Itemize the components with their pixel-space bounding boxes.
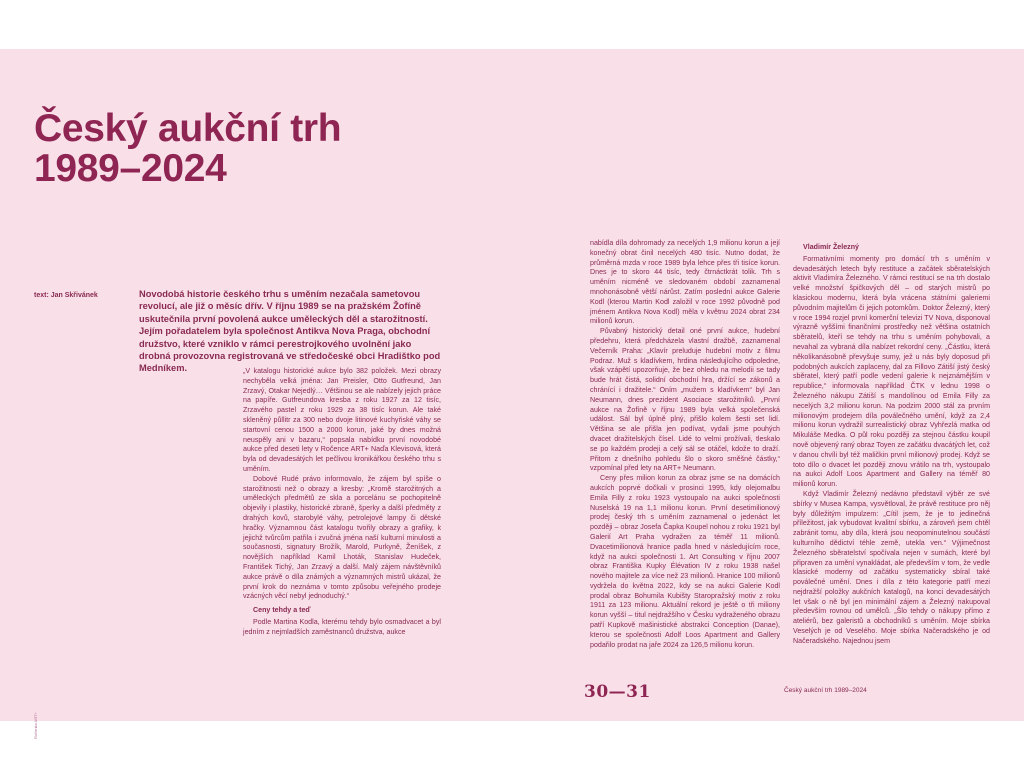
paragraph: Ceny přes milion korun za obraz jsme se na domácích aukcích poprvé dočkali v prosinci 1995, kdy olejomalbu Emila Filly z roku 1923 vystoupalo na aukci společnosti Nuselská 19 na 1,1 milionu korun. První desetimilionový prodej český trh s uměním zaznamenal o jedenáct let později – obraz Josefa Čapka Koupel nohou z roku 1921 byl Galerií Art Praha vydražen za téměř 11 milionů. Dvacetimilionová hranice padla hned v následujícím roce, když na aukci společnosti 1. Art Consulting v říjnu 2007 obraz Františka Kupky Élévation IV z roku 1938 našel nového majitele za více než 23 milionů. Hranice 100 milionů vydržela do května 2022, kdy se na aukci Galerie Kodl prodal obraz Bohumila Kubišty Staropražský motiv z roku 1911 za 123 milionu. Aktuální rekord je ještě o tři miliony korun vyšší – titul nejdražšího v Česku vydraženého obrazu patří Kupkově mašinistické abstrakci Conception (Danae), kterou se společnosti Adolf Loos Apartment and Gallery podařilo prodat na jaře 2024 za 126,5 milionu korun.	[590, 474, 780, 649]
paragraph: Podle Martina Kodla, kterému tehdy bylo osmadvacet a byl jedním z nejmladších zaměstnanců družstva, aukce	[243, 617, 441, 636]
title-line-2: 1989–2024	[34, 147, 227, 190]
side-credit: Ročenka ART+	[33, 712, 38, 739]
paragraph: Dobové Rudé právo informovalo, že zájem byl spíše o starožitnosti než o obrazy a kresby: „Kromě starožitných a uměleckých předmětů ze skla a porcelánu se pochopitelně objevily i plastiky, historické zbraně, šperky a další předměty z drahých kovů, starobylé váhy, petrolejové lampy či dětské hračky. Významnou část katalogu tvořily obrazy a grafiky, k jejichž tvůrcům patřila i zvučná jména naší kulturní minulosti a současnosti, signatury Brožík, Marold, Purkyně, Ženíšek, z novějších například Kamil Lhoták, Stanislav Hudeček, František Tichý, Jan Zrzavý a další. Malý zájem návštěvníků aukce právě o díla známých a významných mistrů ukázal, že první krok do neznáma v tomto způsobu veřejného prodeje vzácných věcí nebyl jednoduchý.“	[243, 474, 441, 601]
title-line-1: Český aukční trh	[34, 107, 342, 150]
byline: text: Jan Skřivánek	[34, 292, 98, 299]
running-title: Český aukční trh 1989–2024	[784, 687, 867, 694]
section-heading: Ceny tehdy a teď	[253, 606, 311, 615]
paragraph: Formativními momenty pro domácí trh s uměním v devadesátých letech byly restituce a začátek sběratelských aktivit Vladimíra Železného. V rámci restitucí se na trh dostalo velké množství špičkových děl – od starých mistrů po klasickou modernu, která byla vrácena státními galeriemi původním majitelům či jejich potomkům. Doktor Železný, který v roce 1994 rozjel první komerční televizi TV Nova, disponoval výrazně vyššími finančními prostředky než většina ostatních sběratelů, kteří se tehdy na trhu s uměním pohybovali, a nevahal za vybraná díla nabízet rekordní ceny. „Částku, která několikanásobně převyšuje sumy, jež u nás byly doposud při podobných aukcích zaplaceny, dal za Fillovo Zátiší jistý český sběratel, který patří podle vedení galerie k nejznámějším v republice,“ informovala například ČTK v lednu 1998 o Železného nákupu Zátiší s mandolínou od Emila Filly za necelých 3,2 milionu korun. Na podzim 2000 stál za prvním milionovým prodejem díla poválečného umění, když za 2,4 milionu korun vydražil surrealistický obraz Vyhřezlá matka od Mikuláše Medka. O půl roku později za stejnou částku koupil nově objevený raný obraz Toyen ze začátku dvacátých let, což v danou chvíli byl též maličkin první milionový prodej. Když se toto dílo o dvacet let později znovu vrátilo na trh, vystoupalo na aukci Adolf Loos Apartment and Gallery na téměř 80 milionů korun.	[793, 254, 990, 489]
paragraph: „V katalogu historické aukce bylo 382 položek. Mezi obrazy nechyběla velká jména: Jan Preisler, Otto Gutfreund, Jan Zrzavý, Otakar Nejedlý… Většinou se ale nabízely jejich práce na papíře. Gutfreundova kresba z roku 1927 za 12 tisíc, Zrzavého pastel z roku 1929 za 38 tisíc korun. Ale také skleněný půllitr za 300 nebo dvoje litinové kuchyňské váhy se startovní cenou 1500 a 2000 korun, jaké by dnes možná neuspěly ani v bazaru,“ popsala nabídku první novodobé aukce před deseti lety v Ročence ART+ Naďa Klevisová, která byla od devadesátých let pečlivou kronikářkou českého trhu s uměním.	[243, 367, 441, 473]
text-column-3	[793, 239, 990, 647]
text-column-2	[590, 239, 780, 650]
text-column-1	[243, 367, 441, 638]
paragraph: nabídla díla dohromady za necelých 1,9 milionu korun a její konečný obrat činil necelých 480 tisíc. Nutno dodat, že průměrná mzda v roce 1989 byla lehce přes tři tisíce korun. Dnes je to skoro 44 tisíc, tedy čtrnáctkrát tolik. Trh s uměním nicméně ve sledovaném období zaznamenal mnohonásobně větší nárůst. Zatím poslední aukce Galerie Kodl (kterou Martin Kodl založil v roce 1992 původně pod jménem Antikva Nova Kodl) měla v květnu 2024 obrat 234 milionů korun.	[590, 239, 780, 326]
paragraph: Když Vladimír Železný nedávno představil výběr ze své sbírky v Musea Kampa, vysvětloval, že právě restituce pro něj byly důležitým impulzem: „Cítil jsem, že je to jedinečná příležitost, jak vybudovat kvalitní sbírku, a zároveň jsem chtěl zabránit tomu, aby díla, která jsou neopominutelnou součástí kulturního dědictví téhle země, utekla ven.“ Výjimečnost Železného sběratelství spočívala nejen v sumách, které byl připraven za umění vynakládat, ale především v tom, že vedle klasické moderny od začátku systematicky sbíral také poválečné umění. Dnes i díla z této kategorie patří mezi nejdražší položky aukčních katalogů, na konci devadesátých let však o ně byl jen minimální zájem a Železný nakupoval především rovnou od umělců. „Šlo tehdy o nákupy přímo z ateliérů, bez galeristů a obchodníků s uměním. Moje sbírka Veselých je od Veselého. Moje sbírka Načeradského je od Načeradského. Najednou jsem	[793, 489, 990, 645]
article-title	[34, 109, 341, 189]
magazine-spread	[0, 49, 1024, 739]
section-heading: Vladimír Železný	[803, 243, 859, 251]
lede-paragraph: Novodobá historie českého trhu s uměním nezačala sametovou revolucí, ale již o měsíc dřív. V říjnu 1989 se na pražském Žofíně uskutečnila první povolená aukce uměleckých děl a starožitností. Jejím pořadatelem byla společnost Antikva Nova Praga, obchodní družstvo, které vzniklo v rámci perestrojkového uvolnění jako drobná provozovna registrovaná ve středočeské obci Hradištko pod Medníkem.	[139, 289, 441, 374]
paragraph: Půvabný historický detail oné první aukce, hudební předehru, která předcházela vlastní dražbě, zaznamenal Večerník Praha: „Klavír preluduje hudební motiv z filmu Podraz. Muž s kladívkem, hrdina následujícího odpoledne, však vzápětí upozorňuje, že bez ohledu na melodii se tady bude hrát čistá, solidní obchodní hra, držící se zákonů a chránící i dražitele.“ Oním „mužem s kladívkem“ byl Jan Neumann, dnes prezident Asociace starožitníků. „První aukce na Žofíně v říjnu 1989 byla velká společenská událost. Sál byl úplně plný, přišlo kolem šesti set lidí. Většina se ale přišla jen podívat, vydali jsme pouhých dvacet dražitelských čísel. Lidé to velmi prožívali, tleskalo se po každém prodeji a celý sál se otáčel, kdože to draží. Přitom z dnešního pohledu šlo o skoro směšné částky,“ vzpomínal před lety na ART+ Neumann.	[590, 327, 780, 473]
page-numbers: 30—31	[584, 682, 651, 702]
